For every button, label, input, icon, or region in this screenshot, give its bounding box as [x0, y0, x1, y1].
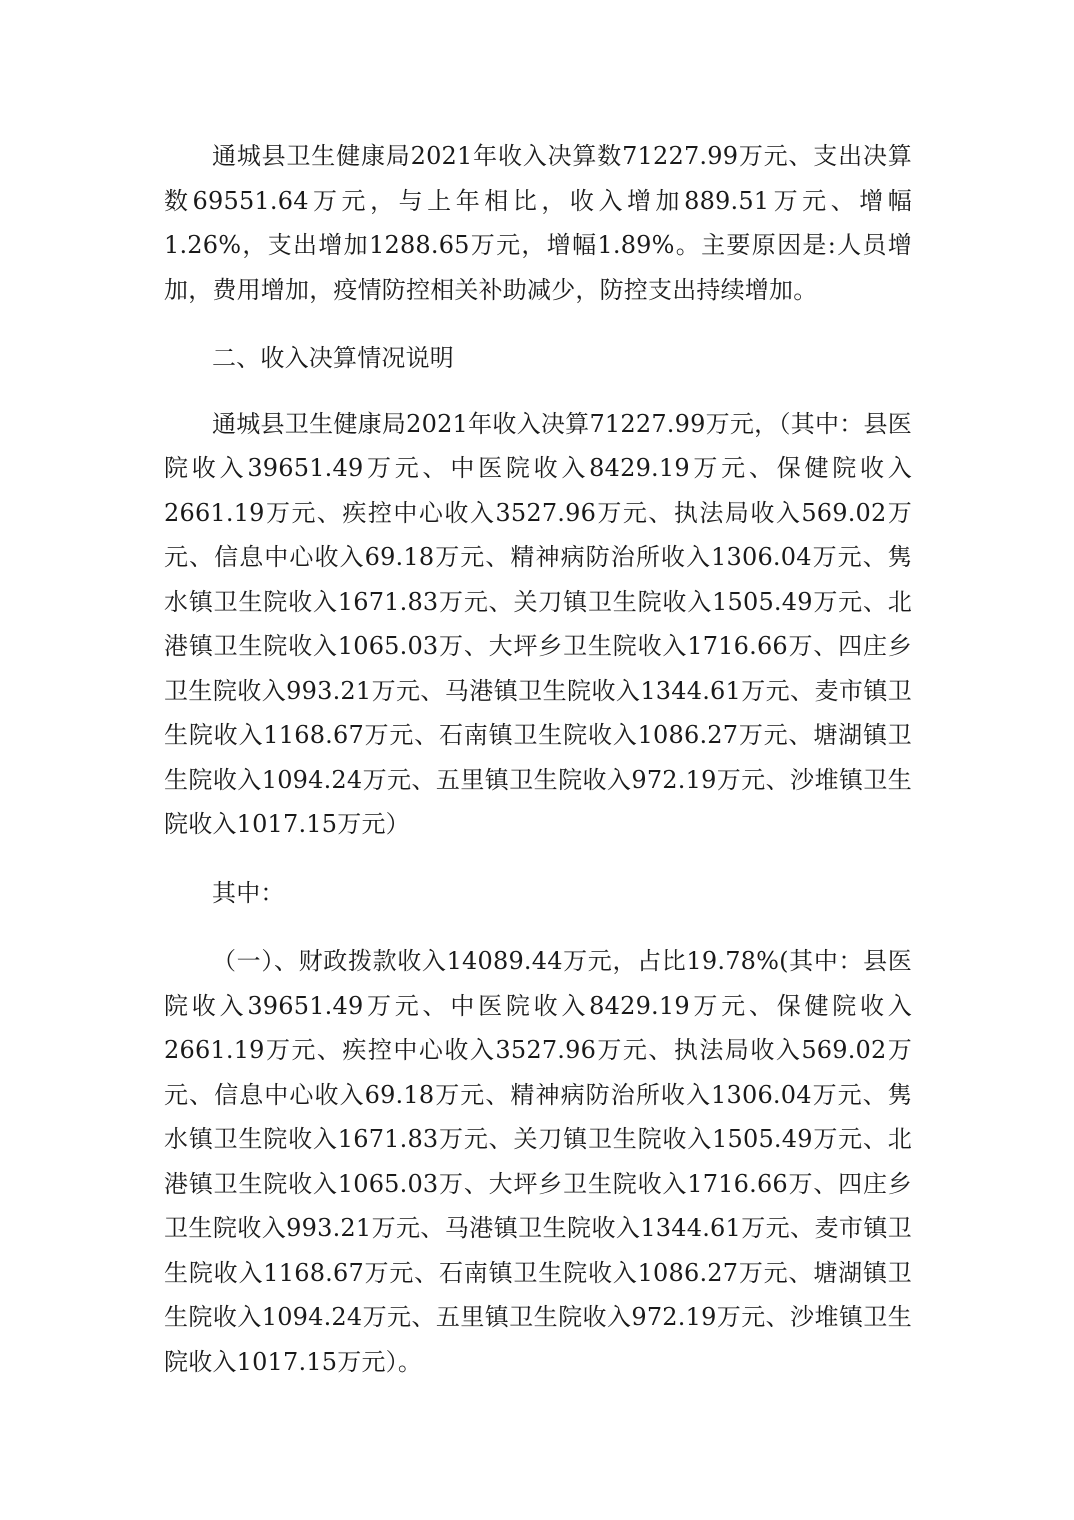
subsection-lead: 其中： — [212, 878, 285, 907]
income-detail-paragraph: 通城县卫生健康局2021年收入决算71227.99万元，（其中：县医院收入39651.49万元、中医院收入8429.19万元、保健院收入2661.19万元、疾控中心收入3527.96万元、执法局收入569.02万元、信息中心收入69.18万元、精神病防治所收入1306.04万元、隽水镇卫生院收入1671.83万元、关刀镇卫生院收入1505.49万元、北港镇卫生院收入1065.03万、大坪乡卫生院收入1716.66万、四庄乡卫生院收入993.21万元、马港镇卫生院收入1344.61万元、麦市镇卫生院收入1168.67万元、石南镇卫生院收入1086.27万元、塘湖镇卫生院收入1094.24万元、五里镇卫生院收入972.19万元、沙堆镇卫生院收入1017.15万元） — [164, 409, 912, 838]
document-page — [164, 134, 912, 1384]
fiscal-allocation-paragraph: （一）、财政拨款收入14089.44万元，占比19.78%(其中：县医院收入39651.49万元、中医院收入8429.19万元、保健院收入2661.19万元、疾控中心收入3527.96万元、执法局收入569.02万元、信息中心收入69.18万元、精神病防治所收入1306.04万元、隽水镇卫生院收入1671.83万元、关刀镇卫生院收入1505.49万元、北港镇卫生院收入1065.03万、大坪乡卫生院收入1716.66万、四庄乡卫生院收入993.21万元、马港镇卫生院收入1344.61万元、麦市镇卫生院收入1168.67万元、石南镇卫生院收入1086.27万元、塘湖镇卫生院收入1094.24万元、五里镇卫生院收入972.19万元、沙堆镇卫生院收入1017.15万元）。 — [164, 947, 912, 1376]
section-heading-income: 二、收入决算情况说明 — [212, 344, 454, 372]
summary-paragraph: 通城县卫生健康局2021年收入决算数71227.99万元、支出决算数69551.64万元，与上年相比，收入增加889.51万元、增幅1.26%，支出增加1288.65万元，增幅1.89%。主要原因是:人员增加，费用增加，疫情防控相关补助减少，防控支出持续增加。 — [164, 142, 912, 304]
